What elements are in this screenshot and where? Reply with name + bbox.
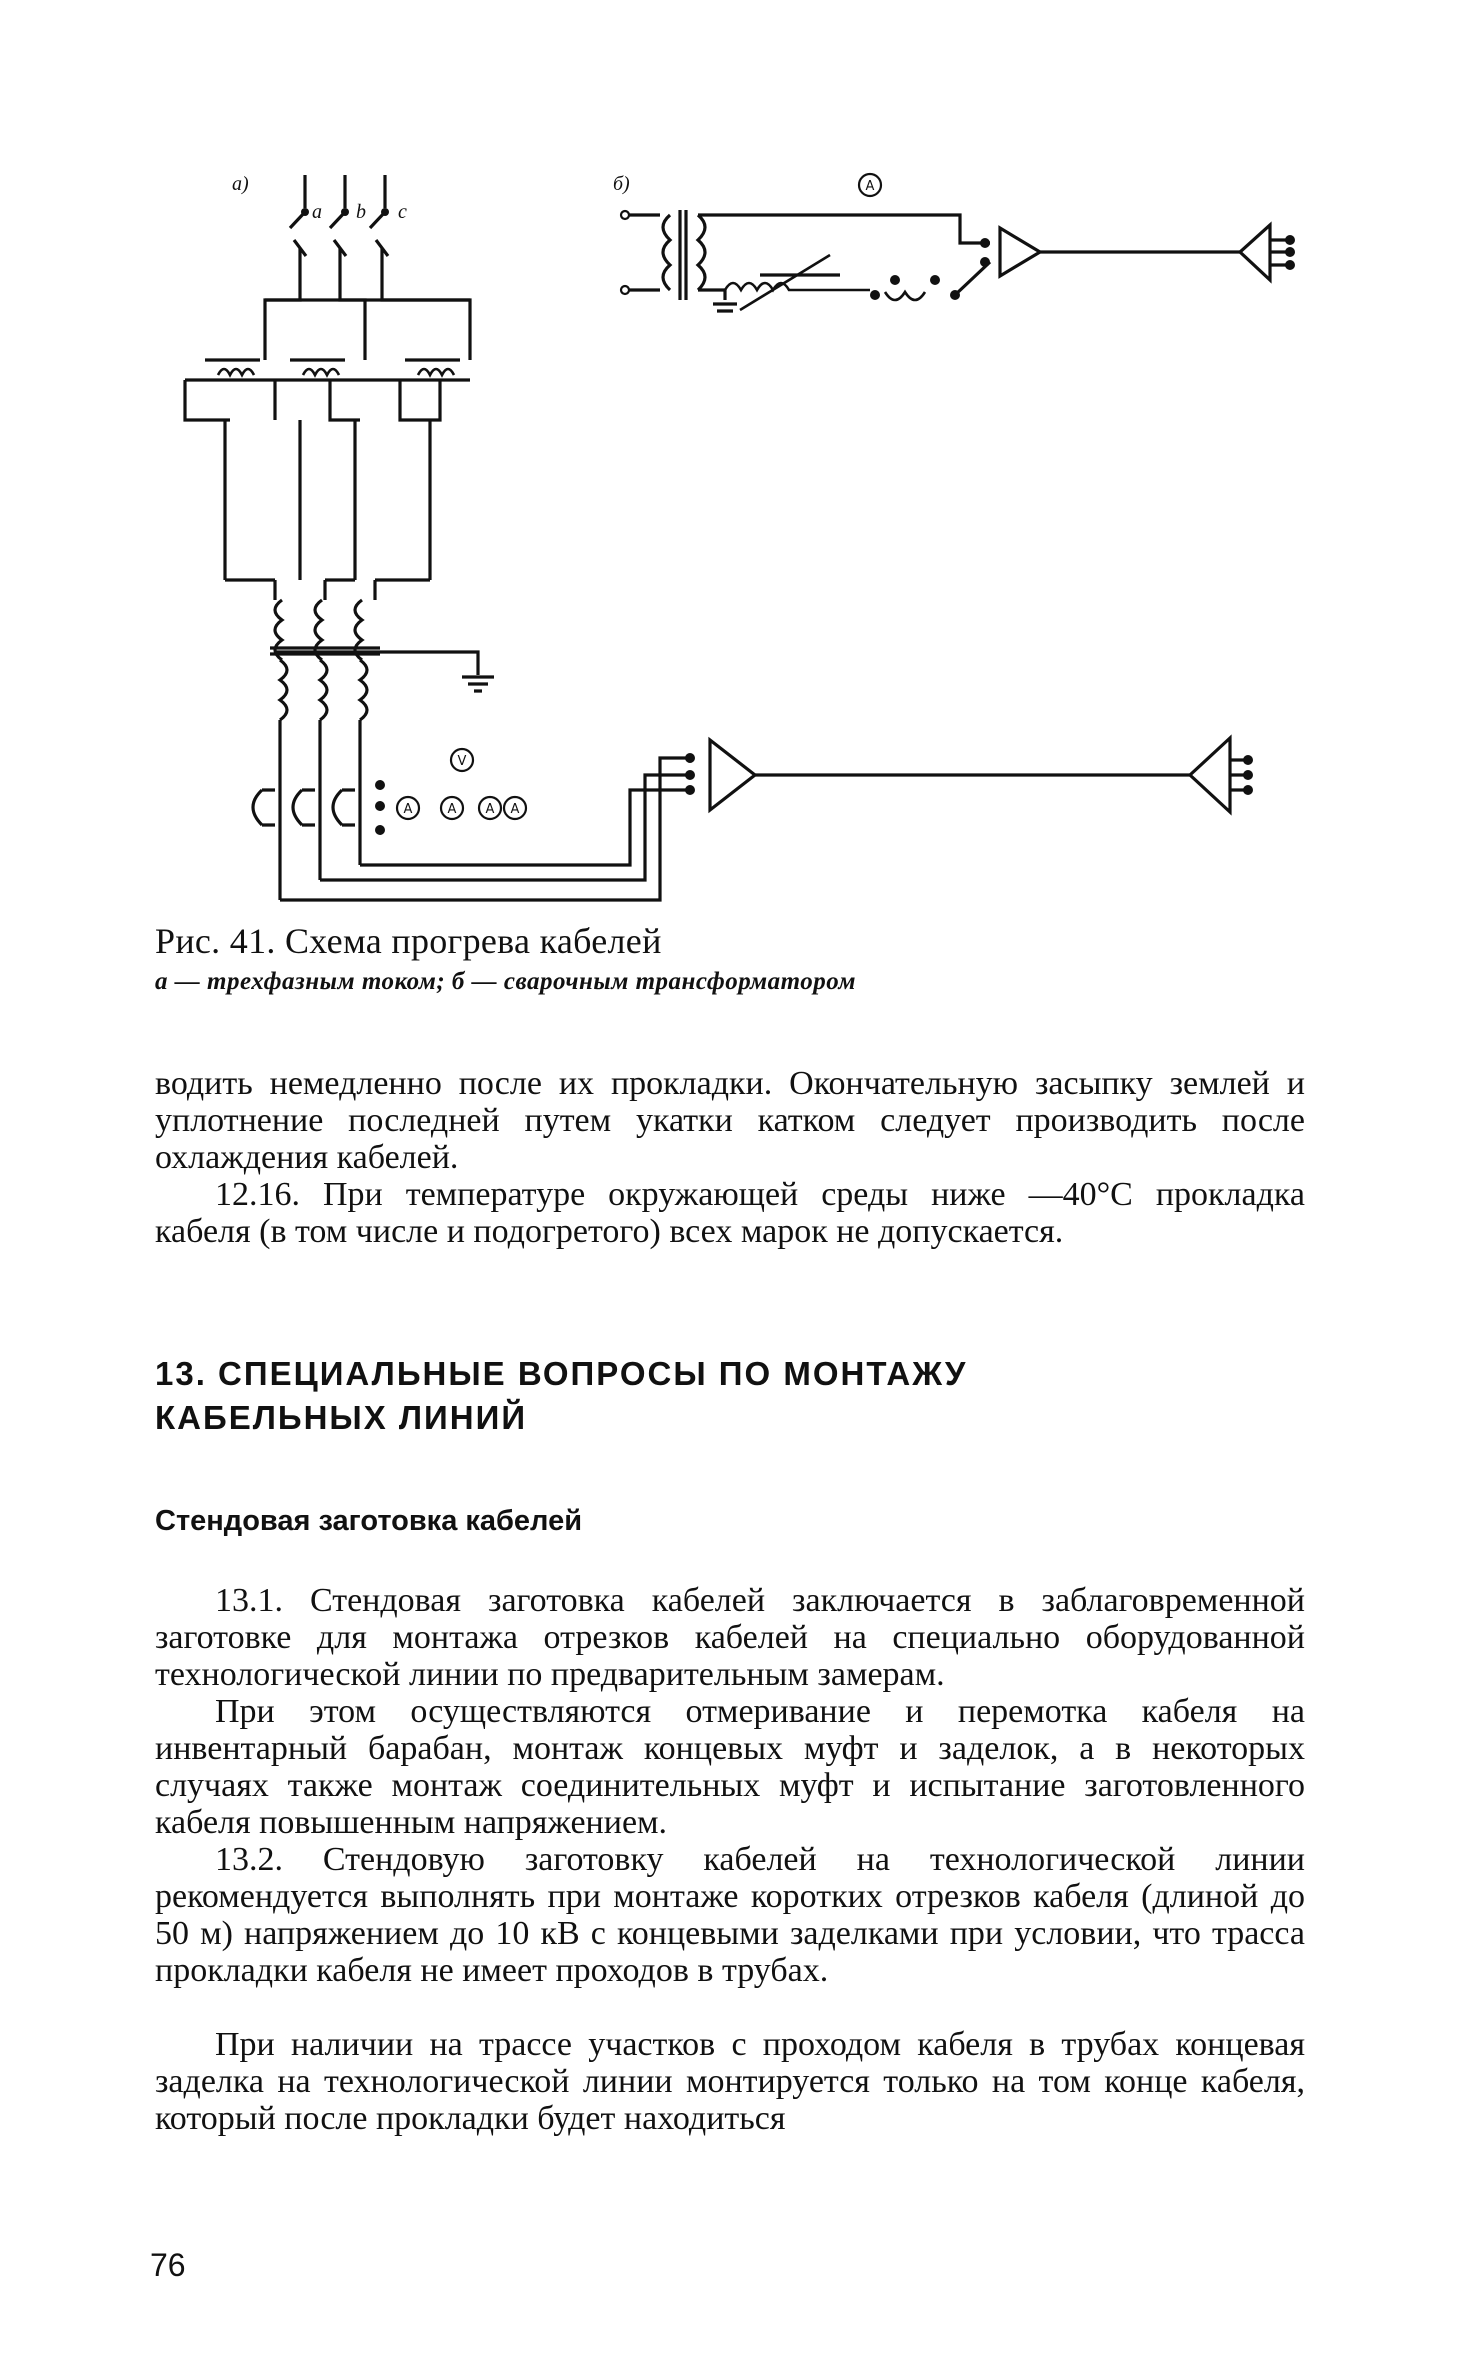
heating-transformer (270, 600, 380, 720)
paragraph-13-2-cont: При наличии на трассе участков с проходом кабеля в трубах концевая заделка на технологической линии монтируется только на том конце кабеля, который после прокладки будет находиться (155, 2026, 1305, 2137)
caption-subtitle: а — трехфазным током; б — сварочным трансформатором (155, 968, 856, 995)
phase-label-b: b (356, 201, 366, 223)
page-number: 76 (150, 2247, 186, 2283)
svg-text:A: A (865, 179, 875, 194)
svg-text:A: A (403, 802, 413, 817)
phase-label-a: а (312, 201, 322, 223)
section-title-line-2: КАБЕЛЬНЫХ ЛИНИЙ (155, 1399, 528, 1436)
subsection-title: Стендовая заготовка кабелей (155, 1505, 583, 1537)
part-a-label: а) (232, 173, 249, 195)
paragraph-13-1-cont: При этом осуществляются отмеривание и перемотка кабеля на инвентарный барабан, монтаж концевых муфт и заделок, а в некоторых случаях также монтаж соединительных муфт и испытание заготовленного кабеля повышенным напряжением. (155, 1693, 1305, 1841)
welding-transformer-circuit (621, 174, 1295, 311)
paragraph-13-2: 13.2. Стендовую заготовку кабелей на технологической линии рекомендуется выполнять при монтаже коротких отрезков кабеля (длиной до 50 м) напряжением до 10 кВ с концевыми заделками при условии, что трасса прокладки кабеля не имеет проходов в трубах. (155, 1841, 1305, 1989)
section-title-line-1: 13. СПЕЦИАЛЬНЫЕ ВОПРОСЫ ПО МОНТАЖУ (155, 1355, 968, 1392)
caption-title: Рис. 41. Схема прогрева кабелей (155, 921, 662, 961)
part-b-label: б) (613, 173, 630, 195)
paragraph-continuation: водить немедленно после их прокладки. Окончательную засыпку землей и уплотнение последней путем укатки катком следует производить после охлаждения кабелей. (155, 1065, 1305, 1176)
phase-labels (312, 201, 407, 223)
svg-text:V: V (457, 754, 467, 769)
section-title (155, 1352, 1305, 1440)
svg-text:A: A (510, 802, 520, 817)
figure-41-schematic (0, 0, 1477, 920)
svg-text:A: A (485, 802, 495, 817)
meters (397, 749, 526, 819)
paragraph-12-16: 12.16. При температуре окружающей среды ниже —40°С прокладка кабеля (в том числе и подогретого) всех марок не допускается. (155, 1176, 1305, 1250)
paragraph-13-1: 13.1. Стендовая заготовка кабелей заключается в заблаговременной заготовке для монтажа отрезков кабелей на специально оборудованной технологической линии по предварительным замерам. (155, 1582, 1305, 1693)
three-phase-circuit (185, 175, 1253, 900)
current-transformers (185, 360, 470, 420)
output-current-transformers (253, 790, 355, 825)
svg-text:A: A (447, 802, 457, 817)
phase-label-c: с (398, 201, 407, 223)
figure-caption (155, 920, 1355, 996)
